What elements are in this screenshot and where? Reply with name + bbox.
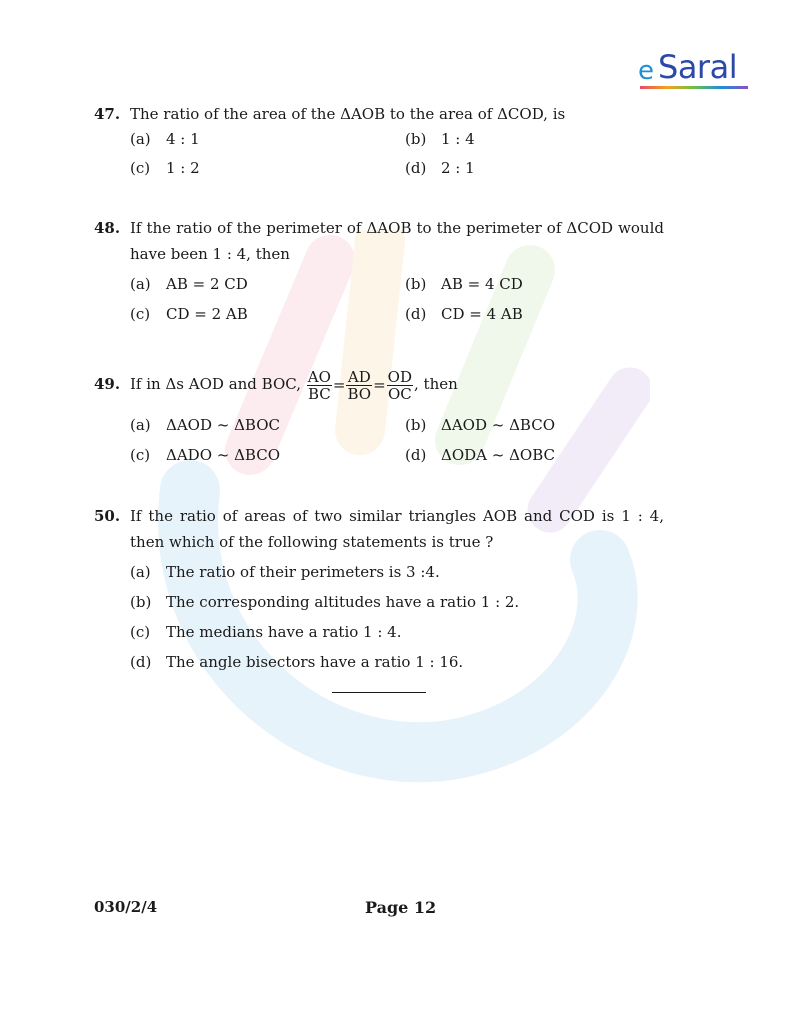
equals-sign: = (373, 376, 386, 394)
question-text (130, 364, 664, 405)
option-label: (d) (405, 159, 427, 177)
question-number: 50. (94, 507, 121, 525)
option-text: ΔADO ~ ΔBCO (166, 446, 281, 464)
question-50 (94, 503, 664, 555)
option-label: (a) (130, 130, 151, 148)
option-text: CD = 4 AB (441, 305, 523, 323)
question-text: If the ratio of areas of two similar triangles AOB and COD is 1 : 4, then which of the following statements is true ? (130, 507, 664, 551)
option-text: 1 : 2 (166, 159, 200, 177)
option-text: The angle bisectors have a ratio 1 : 16. (166, 653, 464, 671)
option-text: 4 : 1 (166, 130, 200, 148)
option-label: (a) (130, 275, 151, 293)
logo-text: Saral (658, 48, 738, 86)
option-text: AB = 4 CD (441, 275, 523, 293)
option-text: The ratio of their perimeters is 3 :4. (166, 563, 440, 581)
logo-e-letter: e (638, 56, 654, 86)
option-text: AB = 2 CD (166, 275, 248, 293)
option-label: (b) (405, 275, 427, 293)
fraction-denominator: BC (307, 384, 331, 403)
question-48 (94, 215, 664, 267)
fraction-denominator: BO (347, 384, 372, 403)
option-label: (d) (405, 446, 427, 464)
fraction-ad-bo (346, 369, 372, 402)
option-label: (b) (130, 593, 152, 611)
option-text: The corresponding altitudes have a ratio 1 : 2. (166, 593, 520, 611)
option-label: (c) (130, 446, 151, 464)
option-text: CD = 2 AB (166, 305, 248, 323)
equals-sign: = (332, 376, 346, 394)
question-text: If the ratio of the perimeter of ΔAOB to the perimeter of ΔCOD would have been 1 : 4, then (130, 219, 664, 263)
esaral-logo (636, 50, 748, 90)
end-divider (332, 692, 426, 693)
option-text: 1 : 4 (441, 130, 475, 148)
fraction-denominator: OC (387, 384, 412, 403)
option-text: 2 : 1 (441, 159, 475, 177)
option-text: ΔAOD ~ ΔBOC (166, 416, 281, 434)
option-label: (b) (405, 416, 427, 434)
option-text: ΔAOD ~ ΔBCO (441, 416, 556, 434)
option-label: (a) (130, 563, 151, 581)
question-text: The ratio of the area of the ΔAOB to the area of ΔCOD, is (130, 105, 566, 123)
fraction-numerator: AO (307, 367, 331, 386)
question-47 (94, 101, 664, 127)
option-text: The medians have a ratio 1 : 4. (166, 623, 402, 641)
option-label: (b) (405, 130, 427, 148)
question-49 (94, 364, 664, 404)
page-number: Page 12 (365, 898, 437, 917)
fraction-numerator: OD (387, 367, 412, 386)
fraction-ao-bc (307, 369, 332, 402)
question-text-suffix: , then (414, 375, 458, 393)
option-label: (a) (130, 416, 151, 434)
option-label: (c) (130, 159, 151, 177)
fraction-numerator: AD (347, 367, 371, 386)
option-label: (c) (130, 305, 151, 323)
question-number: 48. (94, 219, 121, 237)
option-label: (d) (405, 305, 427, 323)
paper-code: 030/2/4 (94, 898, 158, 916)
option-label: (d) (130, 653, 152, 671)
question-text-prefix: If in Δs AOD and BOC, (130, 375, 301, 393)
option-text: ΔODA ~ ΔOBC (441, 446, 556, 464)
fraction-od-oc (387, 369, 413, 402)
logo-underline (640, 86, 748, 89)
question-number: 49. (94, 375, 121, 393)
option-label: (c) (130, 623, 151, 641)
question-number: 47. (94, 105, 121, 123)
